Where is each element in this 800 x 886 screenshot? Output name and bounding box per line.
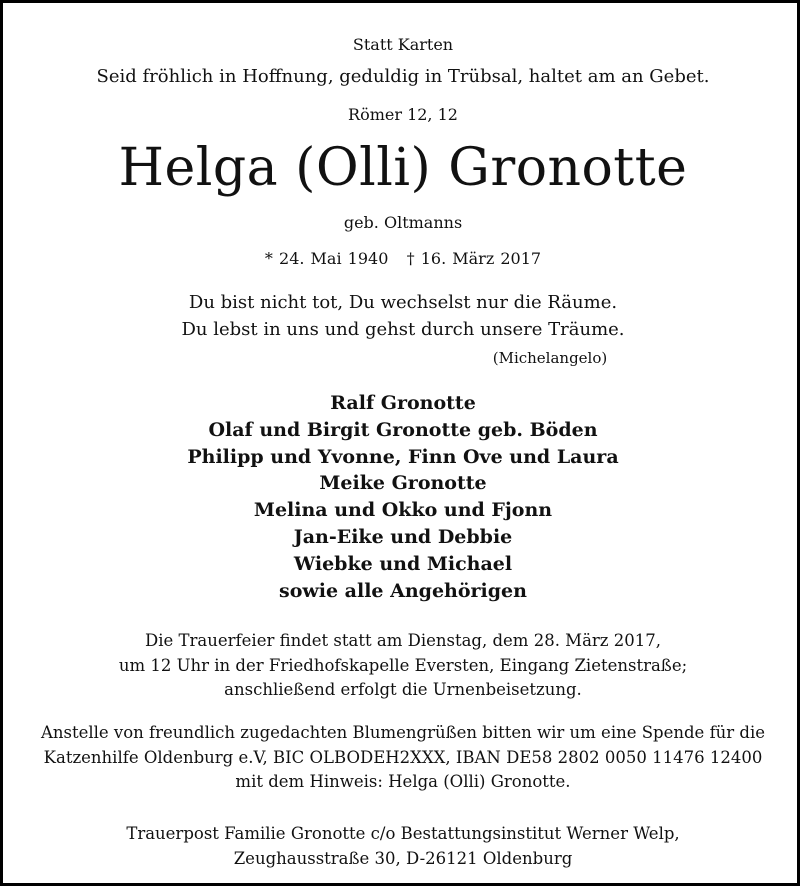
- statt-karten: Statt Karten: [352, 35, 454, 54]
- donation-line: Katzenhilfe Oldenburg e.V, BIC OLBODEH2XXX, IBAN DE58 2802 0050 11476 12400: [43, 747, 763, 767]
- donation-line: mit dem Hinweis: Helga (Olli) Gronotte.: [235, 772, 571, 791]
- mourners-list: [3, 390, 800, 604]
- deceased-name: Helga (Olli) Gronotte: [118, 138, 688, 198]
- contact-line: Trauerpost Familie Gronotte c/o Bestattungsinstitut Werner Welp,: [126, 824, 680, 843]
- contact-line: Zeughausstraße 30, D-26121 Oldenburg: [233, 848, 573, 868]
- mourner-name: Olaf und Birgit Gronotte geb. Böden: [208, 418, 598, 441]
- quote-source: (Michelangelo): [492, 349, 608, 367]
- funeral-details: [3, 629, 800, 703]
- funeral-line: um 12 Uhr in der Friedhofskapelle Eversten, Eingang Zietenstraße;: [118, 655, 688, 675]
- donation-line: Anstelle von freundlich zugedachten Blumengrüßen bitten wir um eine Spende für die: [40, 723, 766, 742]
- mourner-name: Jan-Eike und Debbie: [293, 525, 513, 548]
- quote-line: Du bist nicht tot, Du wechselst nur die Räume.: [188, 292, 618, 313]
- mourner-name: Wiebke und Michael: [293, 552, 513, 575]
- maiden-name: geb. Oltmanns: [343, 213, 463, 232]
- donation-request: [3, 721, 800, 795]
- life-dates: * 24. Mai 1940 † 16. März 2017: [264, 249, 542, 268]
- contact-address: [3, 822, 800, 871]
- bible-verse: Seid fröhlich in Hoffnung, geduldig in Trübsal, haltet am an Gebet.: [96, 66, 710, 87]
- funeral-line: anschließend erfolgt die Urnenbeisetzung.: [224, 680, 582, 699]
- mourner-name: sowie alle Angehörigen: [279, 579, 527, 602]
- mourner-name: Philipp und Yvonne, Finn Ove und Laura: [187, 445, 619, 468]
- quote-line: Du lebst in uns und gehst durch unsere Träume.: [181, 319, 625, 340]
- verse-reference: Römer 12, 12: [348, 105, 458, 124]
- mourner-name: Meike Gronotte: [319, 472, 487, 495]
- mourner-name: Ralf Gronotte: [330, 392, 476, 414]
- mourner-name: Melina und Okko und Fjonn: [253, 499, 553, 522]
- funeral-line: Die Trauerfeier findet statt am Dienstag, dem 28. März 2017,: [145, 631, 661, 650]
